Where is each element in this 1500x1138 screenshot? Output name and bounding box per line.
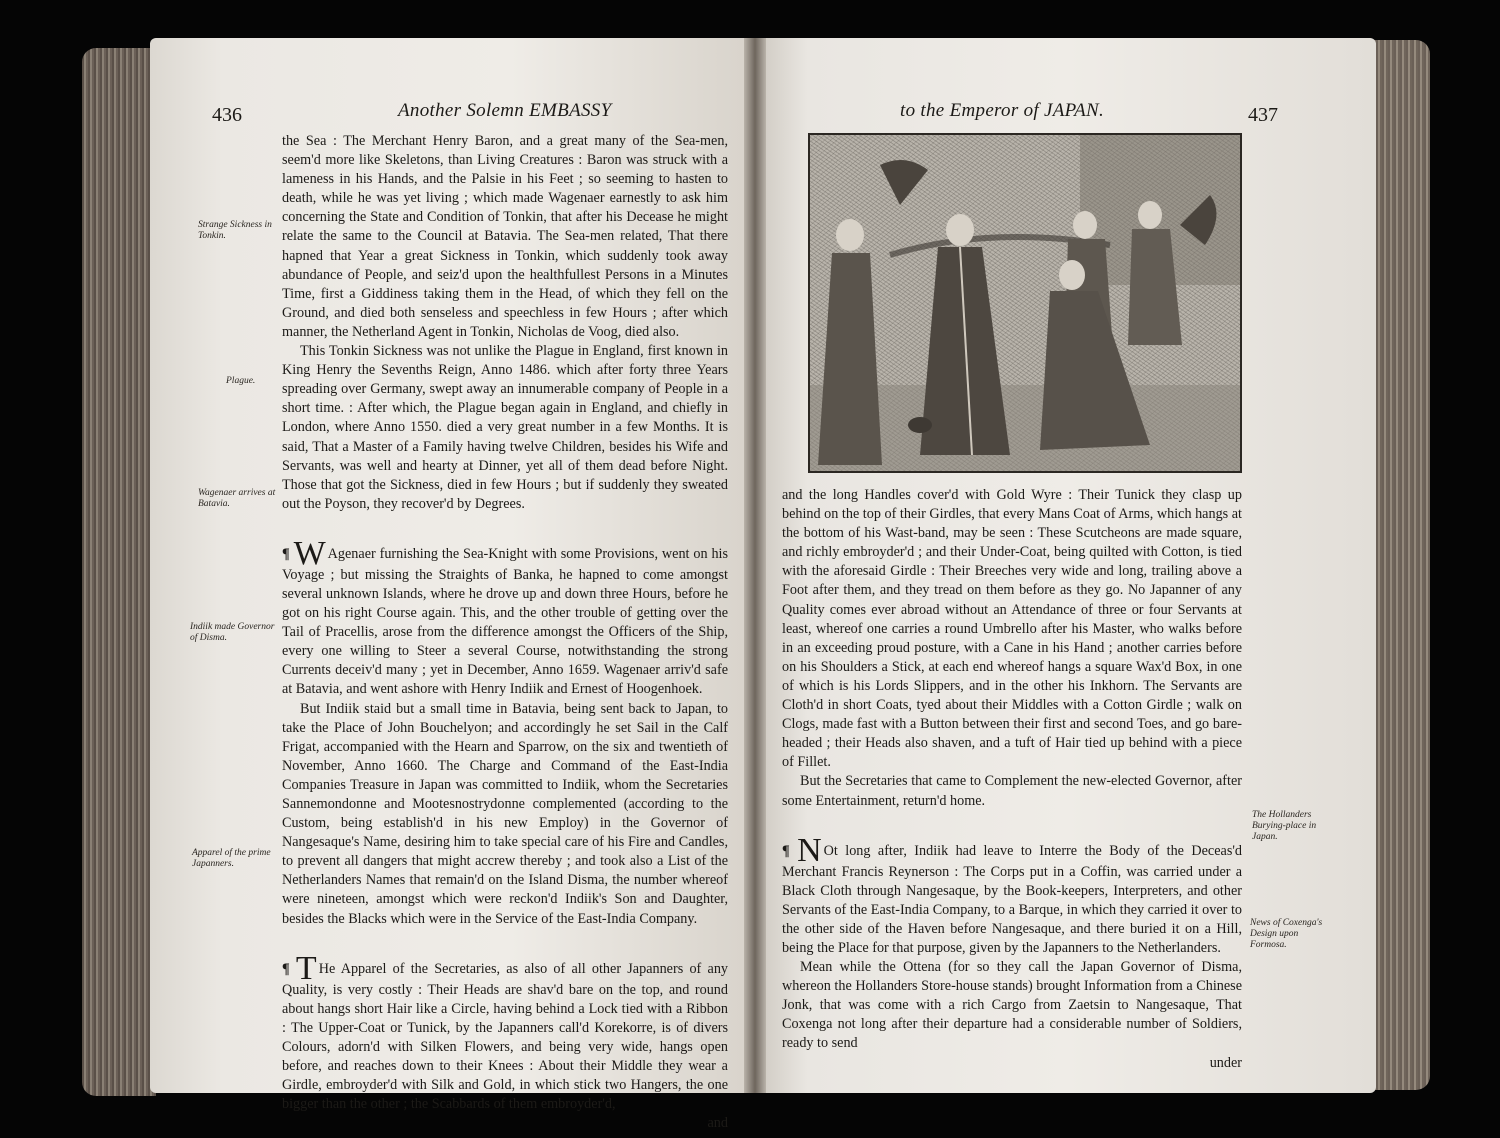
margin-note-apparel: Apparel of the prime Japanners. — [192, 848, 271, 869]
paragraph-wagenaer — [282, 534, 729, 700]
running-head-left: Another Solemn EMBASSY — [398, 100, 612, 121]
running-head-right: to the Emperor of JAPAN. — [900, 100, 1105, 121]
paragraph-coxenga: Mean while the Ottena (for so they call the Japan Governor of Disma, whereon the Hollanders Store-house stands) brought Information from a Chinese Jonk, that was come with a rich Cargo from Zaetsin to Nangesaque, That Coxenga not long after their departure had a considerable number of Soldiers, ready to send — [782, 959, 1242, 1052]
paragraph-burial — [782, 831, 1242, 958]
margin-note-burying: The Hollanders Burying-place in Japan. — [1252, 810, 1317, 842]
margin-note-coxenga: News of Coxenga's Design upon Formosa. — [1250, 918, 1323, 950]
pilcrow-mark: ¶ — [282, 545, 290, 562]
margin-note-plague: Plague. — [226, 376, 256, 386]
paragraph-indiik: But Indiik staid but a small time in Batavia, being sent back to Japan, to take the Place of John Bouchelyon; and accordingly he set Sail in the Calf Frigat, accompanied with the Hearn and Sparrow, on the six and twentieth of November, Anno 1660. The Charge and Command of the East-India Companies Treasure in Japan was committed to Indiik, whom the Secretaries Sannemondonne and Mootesnostrydonne complemented (according to the Custom, being establish'd in his new Employ) in the Governor of Nangesaque's Name, desiring him to take special care of his Fire and Candles, to prevent all dangers that might accrew thereby ; and took also a List of the Netherlanders Names that remain'd on the Island Disma, the number whereof were nineteen, amongst which were reckon'd Indiik's Son and Daughter, besides the Blacks which were in the Service of the East-India Company. — [282, 700, 728, 927]
left-page-text — [282, 132, 728, 1133]
drop-cap-t: T — [295, 949, 317, 987]
paragraph-burial-text: Ot long after, Indiik had leave to Interre the Body of the Deceas'd Merchant Francis Reynerson : The Corps put in a Coffin, was carried under a Black Cloth through Nangesaque, by the Book-keepers, Interpreters, and other Servants of the East-India Company, to a Barque, in which they carried it over to the other side of the Haven before Nangesaque, and there buried it on a Hill, being the Place for that purpose, given by the Japanners to the Netherlanders. — [782, 842, 1242, 956]
catchword-left: and — [707, 1115, 728, 1132]
paragraph-apparel — [282, 949, 729, 1115]
margin-note-sickness: Strange Sickness in Tonkin. — [198, 220, 272, 241]
page-edges-left — [82, 48, 156, 1096]
page-number-right: 437 — [1248, 104, 1278, 126]
engraving-figures — [810, 135, 1240, 471]
pilcrow-mark: ¶ — [282, 960, 290, 977]
paragraph-sickness: the Sea : The Merchant Henry Baron, and a great many of the Sea-men, seem'd more like Skeletons, than Living Creatures : Baron was struck with a lameness in his Hands, and the Palsie in his Feet ; so seeming to hasten to death, while he was yet living ; which made Wagenaer earnestly to ask him concerning the State and Condition of Tonkin, that after his Decease he might relate the same to the Council at Batavia. The Sea-men related, That there hapned that Year a great Sickness in Tonkin, which suddenly took away abundance of People, and seiz'd upon the healthfullest Persons in a Minutes Time, first a Giddiness taking them in the Head, of which they fell on the Ground, and died both senseless and speechless in few Hours ; after which manner, the Netherland Agent in Tonkin, Nicholas de Voog, died also. — [282, 133, 728, 340]
right-page-text — [782, 486, 1242, 1073]
paragraph-plague: This Tonkin Sickness was not unlike the Plague in England, first known in King Henry the Sevenths Reign, Anno 1486. which after forty three Years spreading over Germany, swept away an innumerable company of People in a short time. : After which, the Plague began again in England, and chiefly in London, where Anno 1550. died a very great number in a few Months. It is said, That a Master of a Family having twelve Children, besides his Wife and Servants, was well and hearty at Dinner, yet all of them dead before Night. Those that got the Sickness, died in few Hours ; but if suddenly they sweated out the Poyson, they recover'd by Degrees. — [282, 343, 728, 512]
paragraph-apparel-text: He Apparel of the Secretaries, as also of all other Japanners of any Quality, is very costly : Their Heads are shav'd bare on the top, and round about hangs short Hair like a Circle, having behind a Lock tied with a Ribbon : The Upper-Coat or Tunick, by the Japanners call'd Korekorre, is of divers Colours, adorn'd with Silken Flowers, and being very wide, hangs open before, and reaches down to their Knees : About their Middle they wear a Girdle, embroyder'd with Silk and Gold, in which stick two Hangers, the one bigger than the other ; the Scabbards of them embroyder'd, — [282, 960, 729, 1113]
pilcrow-mark: ¶ — [782, 842, 790, 859]
margin-note-governor: Indiik made Governor of Disma. — [190, 622, 275, 643]
engraving-illustration — [808, 133, 1242, 473]
page-edges-right — [1370, 40, 1430, 1090]
margin-note-batavia: Wagenaer arrives at Batavia. — [198, 488, 276, 509]
paragraph-wagenaer-text: Agenaer furnishing the Sea-Knight with some Provisions, went on his Voyage ; but missing the Straights of Banka, he hapned to come amongst several unknown Islands, where he drove up and down three Hours, before he got on his right Course again. This, and the other trouble of getting over the Tail of Pracellis, arose from the difference amongst the Officers of the Ship, every one willing to Steer a several Course, notwithstanding the strong Currents deceiv'd many ; yet in December, Anno 1659. Wagenaer arriv'd safe at Batavia, and went ashore with Henry Indiik and Ernest of Hoogenhoek. — [282, 545, 729, 698]
drop-cap-w: W — [293, 534, 326, 572]
paragraph-tunick: and the long Handles cover'd with Gold Wyre : Their Tunick they clasp up behind on the top of their Girdles, that every Mans Coat of Arms, which hangs at the bottom of his Wast-band, may be seen : These Scutcheons are made square, and richly embroyder'd ; and their Under-Coat, being quilted with Cotton, is tied with the aforesaid Girdle : Their Breeches very wide and long, trailing above a Foot after them, and they tread on them before as they go. No Japanner of any Quality comes ever abroad without an Attendance of three or four Servants at least, whereof one carries a round Umbrello after his Master, who walks before in an exceeding proud posture, with a Cane in his Hand ; another carries before on his Shoulders a Stick, at each end whereof hangs a square Wax'd Box, in one of which is his Lords Slippers, and in the other his Inkhorn. The Servants are Cloth'd in short Coats, tyed about their Middles with a Cotton Girdle ; walk on Clogs, made fast with a Button between their first and second Toes, and go bare-headed ; their Heads also shaven, and a tuft of Hair tied up behind with a piece of Fillet. — [782, 487, 1242, 771]
catchword-right: under — [1209, 1054, 1242, 1071]
drop-cap-n: N — [797, 831, 822, 869]
page-number-left: 436 — [212, 104, 242, 126]
paragraph-secretaries: But the Secretaries that came to Complement the new-elected Governor, after some Entertainment, return'd home. — [782, 773, 1242, 809]
book-gutter — [744, 38, 766, 1093]
